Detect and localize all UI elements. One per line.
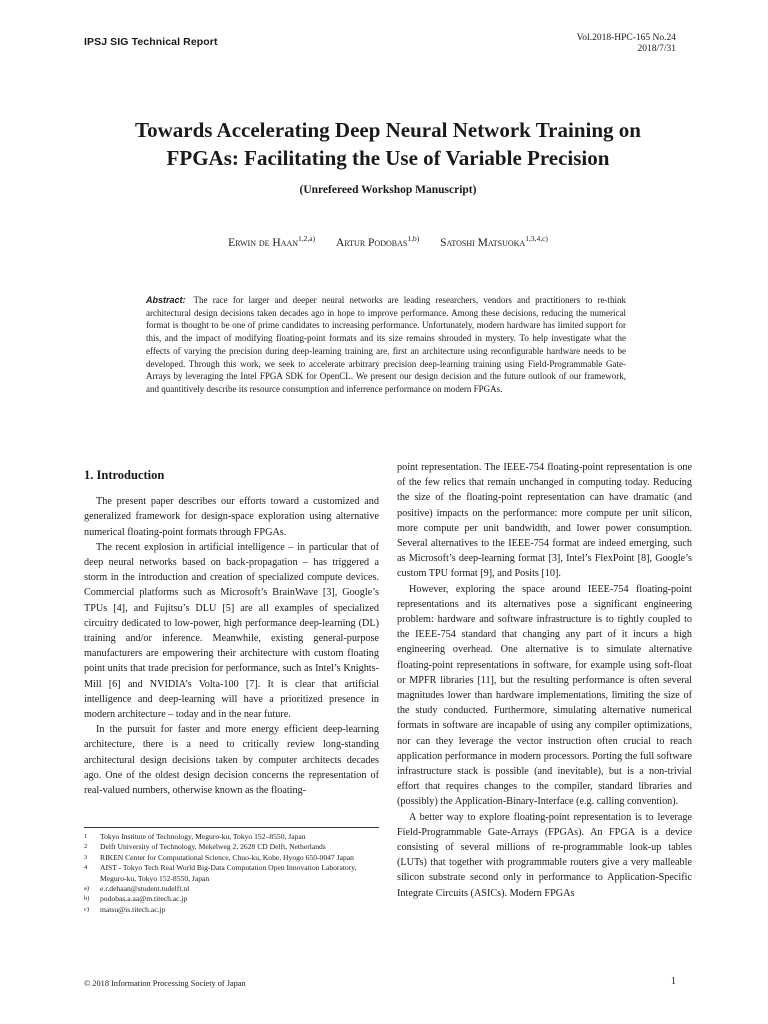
- footnote: [84, 884, 379, 894]
- footnote-text: Tokyo Institute of Technology, Meguro-ku, Tokyo 152–8550, Japan: [100, 832, 306, 841]
- footnote-text: Delft University of Technology, Mekelweg 2, 2628 CD Delft, Netherlands: [100, 842, 326, 852]
- author: [336, 234, 419, 249]
- footnote-mark: a): [84, 885, 90, 893]
- footnote-email[interactable]: e.r.dehaan@student.tudelft.nl: [100, 884, 190, 894]
- paper-subtitle: (Unrefereed Workshop Manuscript): [299, 184, 477, 196]
- volume-number: Vol.2018-HPC-165 No.24: [576, 33, 676, 43]
- volume-info: [577, 33, 676, 54]
- footnote: [84, 894, 379, 904]
- author-name: Artur Podobas: [336, 237, 408, 249]
- abstract: [146, 294, 626, 396]
- footnote-text: RIKEN Center for Computational Science, Chuo-ku, Kobe, Hyogo 650-0047 Japan: [100, 852, 354, 862]
- paragraph: point representation. The IEEE-754 floating-point representation is one of the few relics that remain unchanged in computing today. Reducing the size of the floating-point representation can have dramatic (and positive) impacts on the performance: more compute per unit silicon, more compute per unit bandwidth, and lower power consumption. Several alternatives to the IEEE-754 format are indeed emerging, such as Microsoft’s deep-learning format [3], Intel’s FlexPoint [8], Google’s custom TPU format [9], and Posits [10].: [397, 462, 692, 580]
- footnote: [84, 905, 379, 915]
- author: [440, 234, 548, 249]
- footnote-mark: 4: [84, 864, 88, 872]
- paragraph: In the pursuit for faster and more energy efficient deep-learning architecture, there is a need to critically review long-standing architectural design decisions taken by computer architects decades ago. One of the oldest design decision concerns the representation of real-valued numbers, otherwise known as the floating-: [84, 724, 379, 797]
- copyright-notice: © 2018 Information Processing Society of Japan: [84, 979, 246, 988]
- footnotes: [84, 832, 379, 915]
- footnote: [84, 853, 379, 863]
- footnote: [84, 842, 379, 852]
- footnote-email[interactable]: matsu@is.titech.ac.jp: [100, 904, 166, 914]
- footnote-mark: 1: [84, 833, 88, 840]
- author-affiliation: 1,3,4,c): [525, 234, 548, 243]
- author-affiliation: 1,b): [407, 234, 420, 243]
- footnote-text: AIST - Tokyo Tech Real World Big-Data Computation Open Innovation Laboratory, Meguro-ku, Tokyo 152-8550, Japan: [100, 863, 357, 883]
- author-name: Satoshi Matsuoka: [440, 237, 526, 249]
- title-line-1: Towards Accelerating Deep Neural Network Training on: [135, 118, 641, 142]
- section-heading: 1. Introduction: [84, 468, 165, 482]
- abstract-text: The race for larger and deeper neural networks are leading researchers, vendors and practitioners to re-think architectural design decisions taken decades ago in hope to improve performance. Among these decisions, reducing the numerical format is thought to be one of prime candidates to increasing performance. Unfortunately, modern hardware has limited support for this, and the impact of modifying floating-point formats and its size remains shrouded in mystery. To help investigate what the effects of varying the precision during deep-learning training are, first an architecture using reconfigurable hardware needs to be developed. Through this work, we seek to accelerate arbitrary precision deep-learning training using Field-Programmable Gate-Arrays by leveraging the Intel FPGA SDK for OpenCL. We present our design decision and the future outlook of our framework, and quantitively describe its resource consumption and inferrence performance on modern FPGAs.: [146, 295, 626, 394]
- paper-title: [84, 116, 692, 172]
- paragraph: The present paper describes our efforts toward a customized and generalized framework for design-space exploration using alternative numerical floating-point formats through FPGAs.: [84, 496, 379, 538]
- footnote: [84, 832, 379, 842]
- abstract-label: Abstract:: [146, 295, 186, 305]
- page-number: 1: [671, 976, 676, 987]
- right-column: [397, 460, 692, 901]
- footnote-mark: c): [84, 905, 90, 913]
- publication-date: 2018/7/31: [637, 43, 676, 54]
- footnote-mark: 2: [84, 843, 88, 851]
- paragraph: A better way to explore floating-point representation is to leverage Field-Programmable Gate-Arrays (FPGAs). An FPGA is a device consisting of several millions of re-programmable look-up tables (LUTs) that together with programmable routers give a very malleable silicon substrate second only in performance to Application-Specific Integrate Circuits (ASICs). Modern FPGAs: [397, 811, 692, 899]
- footnote-email[interactable]: podobas.a.aa@m.titech.ac.jp: [100, 894, 188, 904]
- author-name: Erwin de Haan: [228, 237, 299, 249]
- author: [228, 234, 315, 249]
- footnote-mark: 3: [84, 853, 88, 861]
- title-line-2: FPGAs: Facilitating the Use of Variable Precision: [166, 146, 610, 170]
- footnote-divider: [84, 827, 379, 828]
- paragraph: However, exploring the space around IEEE-754 floating-point representations and its alternatives pose a significant engineering problem: hardware and software infrastructure is to tightly coupled to the IEEE-754 standard that changing any part of it incurs a high engineering overhead. One alternative is to simulate alternative floating-point representations in software, for example using soft-float or MPFR libraries [11], but the resulting performance is often several magnitudes lower than hardware implementations, limiting the size of the study conducted. Furthermore, simulating alternative numerical formats in software are incapable of using any compiler optimizations, nor can they leverage the vector instruction often crucial to reach application performance in modern processors. Porting the full software infrastructure stack is possible (and inevitable), but is a non-trivial effort that requires changes to the compiler, standard libraries and (possibly) the Application-Binary-Interface (e.g. calling convention).: [397, 583, 692, 808]
- footnote-mark: b): [84, 895, 90, 903]
- footnote: [84, 863, 379, 884]
- report-series: IPSJ SIG Technical Report: [84, 36, 218, 48]
- author-list: [84, 234, 692, 249]
- author-affiliation: 1,2,a): [298, 234, 316, 243]
- paragraph: The recent explosion in artificial intelligence – in particular that of deep neural networks based on back-propagation – has triggered a storm in the introduction and creation of specialized compute devices. Commercial platforms such as Microsoft’s BrainWave [3], Google’s TPUs [4], and Fujitsu’s DLU [5] are all examples of specialized circuitry dedicated to low-power, high performance deep-learning (DL) training and/or inference. Meanwhile, existing general-purpose manufacturers are empowering their architecture with custom floating point units that trade precision for performance, such as Intel’s Knights-Mill [6] and NVIDIA’s Volta-100 [7]. It is clear that artificial intelligence and deep-learning will have a prioritized presence in modern architecture – today and in the near future.: [84, 541, 379, 721]
- left-column: [84, 460, 379, 798]
